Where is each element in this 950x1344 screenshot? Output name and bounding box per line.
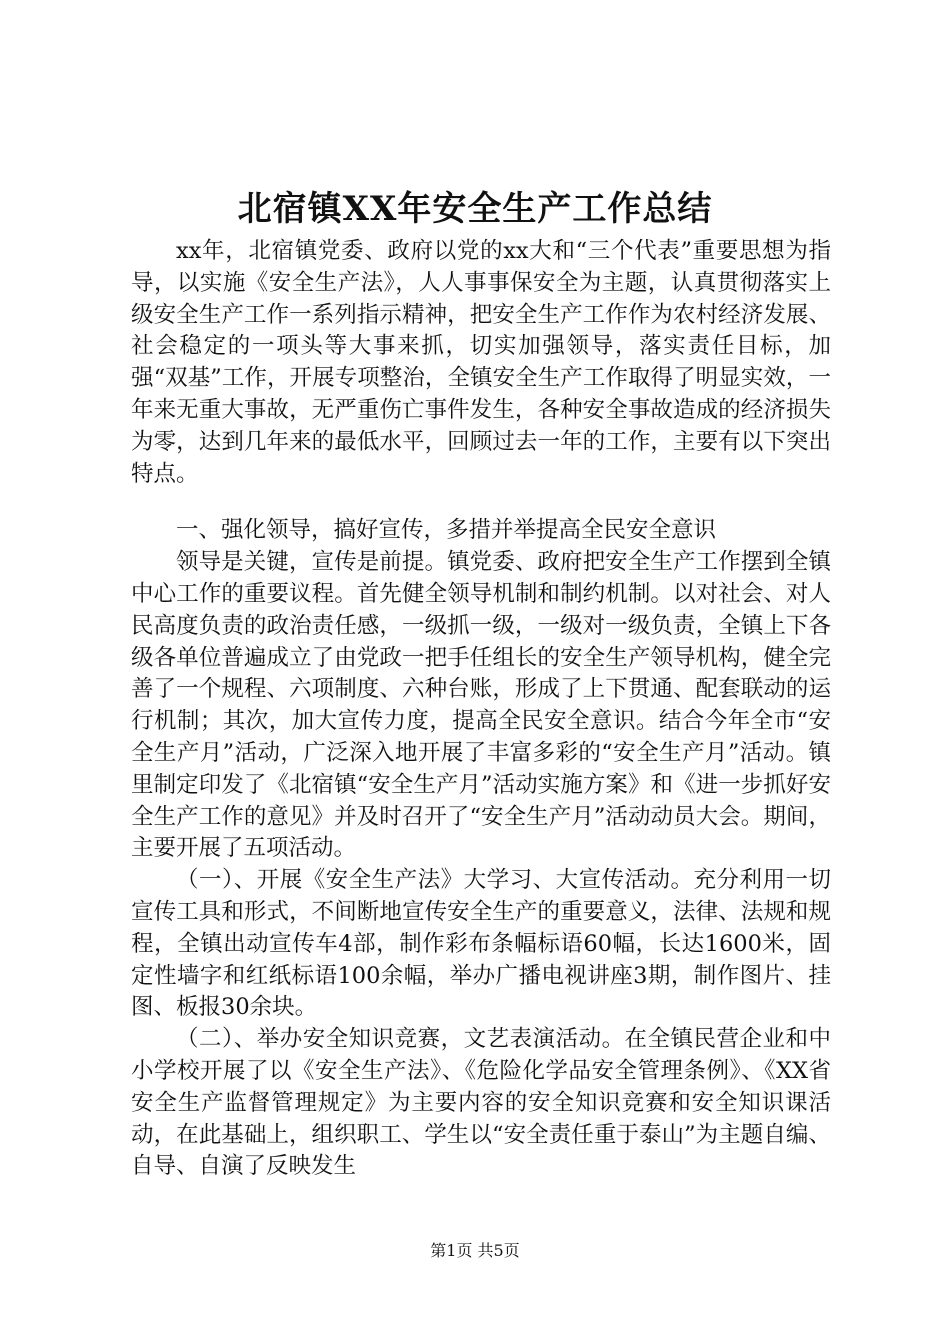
intro-paragraph: xx年，北宿镇党委、政府以党的xx大和“三个代表”重要思想为指导，以实施《安全生产法》，人人事事保安全为主题，认真贯彻落实上级安全生产工作一系列指示精神，把安全生产工作作为农村经济发展、社会稳定的一项头等大事来抓，切实加强领导，落实责任目标，加强“双基”工作，开展专项整治，全镇安全生产工作取得了明显实效，一年来无重大事故，无严重伤亡事件发生，各种安全事故造成的经济损失为零，达到几年来的最低水平，回顾过去一年的工作，主要有以下突出特点。 [131,238,831,487]
item-2-paragraph: （二）、举办安全知识竞赛，文艺表演活动。在全镇民营企业和中小学校开展了以《安全生产法》、《危险化学品安全管理条例》、《XX省安全生产监督管理规定》为主要内容的安全知识竞赛和安全知识课活动，在此基础上，组织职工、学生以“安全责任重于泰山”为主题自编、自导、自演了反映发生 [131,1026,831,1180]
item-1-paragraph: （一）、开展《安全生产法》大学习、大宣传活动。充分利用一切宣传工具和形式，不间断地宣传安全生产的重要意义，法律、法规和规程，全镇出动宣传车4部，制作彩布条幅标语60幅，长达1600米，固定性墙字和红纸标语100余幅，举办广播电视讲座3期，制作图片、挂图、板报30余块。 [131,867,831,1021]
page-number-footer: 第1页 共5页 [430,1241,520,1260]
document-body [131,236,831,1183]
section-1-heading: 一、强化领导，搞好宣传，多措并举提高全民安全意识 [176,517,717,544]
section-1-paragraph: 领导是关键，宣传是前提。镇党委、政府把安全生产工作摆到全镇中心工作的重要议程。首先健全领导机制和制约机制。以对社会、对人民高度负责的政治责任感，一级抓一级，一级对一级负责，全镇上下各级各单位普遍成立了由党政一把手任组长的安全生产领导机构，健全完善了一个规程、六项制度、六种台账，形成了上下贯通、配套联动的运行机制；其次，加大宣传力度，提高全民安全意识。结合今年全市“安全生产月”活动，广泛深入地开展了丰富多彩的“安全生产月”活动。镇里制定印发了《北宿镇“安全生产月”活动实施方案》和《进一步抓好安全生产工作的意见》并及时召开了“安全生产月”活动动员大会。期间，主要开展了五项活动。 [131,549,831,862]
document-title: 北宿镇XX年安全生产工作总结 [237,189,713,229]
